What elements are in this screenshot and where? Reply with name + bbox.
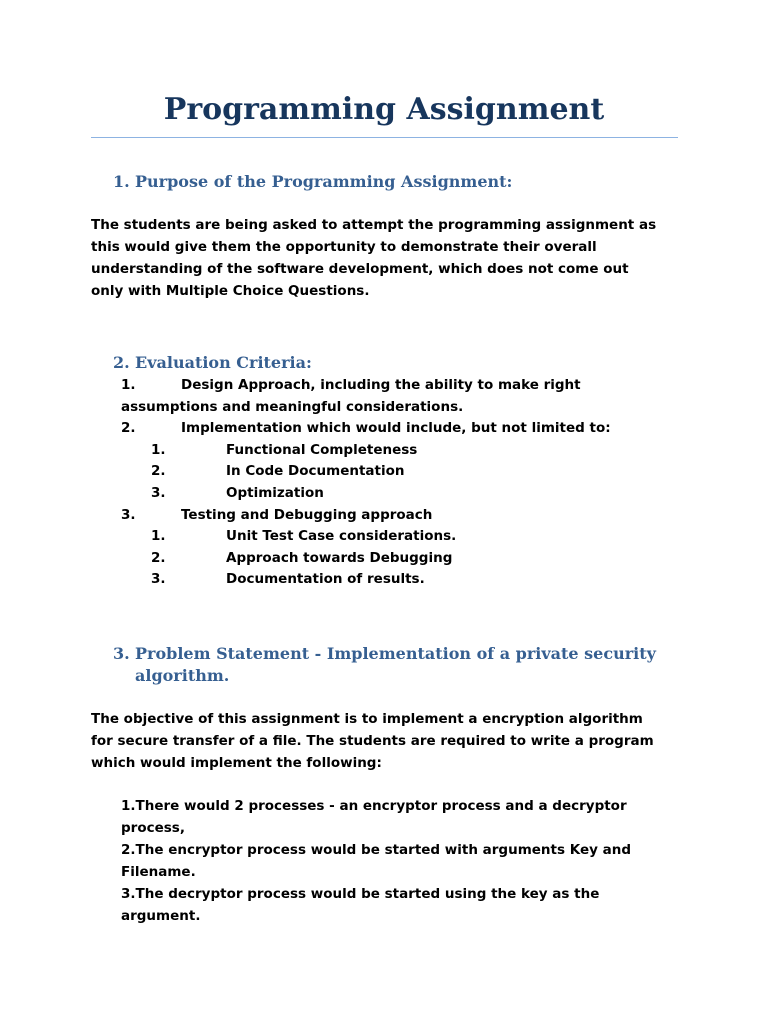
criteria-subitem (121, 461, 463, 483)
subitem-number: 2. (151, 549, 166, 566)
criteria-item (121, 418, 611, 440)
section-2-title: Evaluation Criteria: (135, 353, 312, 372)
paragraph-line: understanding of the software development, which does not come out (91, 261, 629, 277)
paragraph-line: for secure transfer of a file. The students are required to write a program (91, 733, 654, 749)
requirement-line: 1.There would 2 processes - an encryptor process and a decryptor (121, 798, 627, 814)
requirement-line: 3.The decryptor process would be started using the key as the (121, 886, 600, 902)
section-1-paragraph (91, 214, 681, 302)
criteria-number: 2. (121, 420, 136, 437)
subitem-text: Unit Test Case considerations. (226, 528, 457, 545)
paragraph-line: this would give them the opportunity to demonstrate their overall (91, 239, 597, 255)
criteria-continuation: assumptions and meaningful considerations. (121, 398, 464, 415)
subitem-text: Functional Completeness (226, 441, 418, 458)
section-3-heading (113, 643, 656, 687)
subitem-number: 3. (151, 484, 166, 501)
criteria-subitem (121, 440, 463, 462)
subitem-number: 1. (151, 528, 166, 545)
criteria-item (121, 505, 463, 527)
criteria-item (121, 375, 581, 397)
subitem-text: In Code Documentation (226, 463, 405, 480)
criteria-subitem (121, 483, 463, 505)
section-1-title: Purpose of the Programming Assignment: (135, 172, 513, 191)
subitem-number: 2. (151, 463, 166, 480)
requirement-line: argument. (121, 908, 201, 924)
requirement-line: 2.The encryptor process would be started with arguments Key and (121, 842, 631, 858)
section-2-heading (113, 352, 312, 374)
section-3-number: 3. (113, 644, 130, 663)
requirement-line: process, (121, 820, 185, 836)
document-title: Programming Assignment (163, 92, 605, 127)
paragraph-line: only with Multiple Choice Questions. (91, 283, 370, 299)
section-3-paragraph (91, 708, 681, 774)
section-1-heading (113, 171, 512, 193)
subitem-number: 3. (151, 571, 166, 588)
evaluation-criteria-list (121, 375, 611, 591)
section-3-title-continuation: algorithm. (135, 666, 230, 685)
section-3-title: Problem Statement - Implementation of a private security (135, 644, 656, 663)
paragraph-line: The objective of this assignment is to implement a encryption algorithm (91, 711, 643, 727)
criteria-text: Implementation which would include, but not limited to: (181, 420, 611, 437)
subitem-text: Approach towards Debugging (226, 549, 453, 566)
requirements-list (121, 795, 631, 927)
criteria-number: 3. (121, 506, 136, 523)
subitem-text: Optimization (226, 484, 324, 501)
criteria-subitem (121, 526, 463, 548)
section-2-number: 2. (113, 353, 130, 372)
subitem-text: Documentation of results. (226, 571, 425, 588)
paragraph-line: The students are being asked to attempt the programming assignment as (91, 217, 657, 233)
criteria-number: 1. (121, 377, 136, 393)
subitem-number: 1. (151, 441, 166, 458)
criteria-text: Testing and Debugging approach (181, 506, 433, 523)
title-underline (91, 137, 678, 138)
section-1-number: 1. (113, 172, 130, 191)
requirement-line: Filename. (121, 864, 196, 880)
criteria-subitem (121, 548, 463, 570)
paragraph-line: which would implement the following: (91, 755, 382, 771)
criteria-subitem (121, 569, 463, 591)
criteria-text: Design Approach, including the ability to make right (181, 377, 581, 393)
